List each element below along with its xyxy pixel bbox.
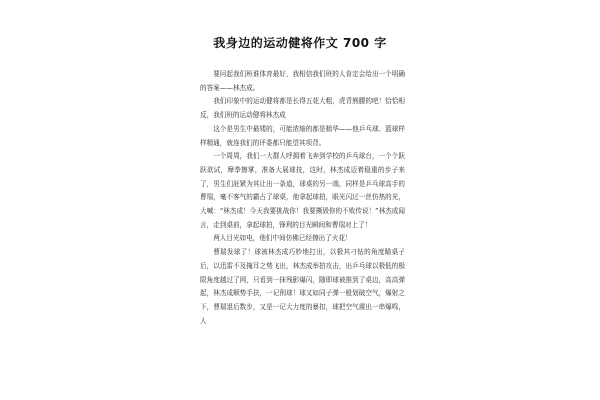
paragraph: 这个是男生中最矮的，可能浓缩的都是精华——他乒乓球、篮球样样精通，就连我们的评委都只能望其项背。 — [200, 124, 405, 147]
essay-body — [200, 68, 405, 328]
paragraph: 我们印象中的运动健将都是长得五花大粗，虎背熊腰的吧！恰恰相反，我们班的运动健将林杰成 — [200, 97, 405, 120]
paragraph: 要问起我们班谁体育最好，我相信我们班的人肯定会给出一个明确的答案——林杰成。 — [200, 70, 405, 92]
paragraph: 一个周周，我们一大群人呼拥着飞奔到学校的乒乓球台，一个个跃跃欲试，摩拳擦掌，准备大展球技，这时，林杰成迈着稳重的步子来了，男生们赶紧为其让出一条道，球桌的另一端，同样是乒乓球高手的曹瑞，毫不客气的霸占了球桌，他拿起球拍，眼光闪过一丝仿热的光，大喊：“林杰成！今天我要挑战你！我要撕毁你的不败传说！”林杰成闻言，走到桌前，拿起球拍，锋利的目光瞬间和曹瑞对上了！ — [200, 152, 405, 229]
paragraph: 两人目光如电，他们中间仿佛已经擦出了火花！ — [213, 234, 352, 243]
paragraph: 曹瑞发球了！球被林杰成巧妙地打出，以极其刁钻的角度瞄桌子后，以迅雷不及掩耳之势飞出，林杰成举拍攻击，出乒乓球以极低的极限角度越过了网，只看到一抹残影爆闪，随即球被推到了桌边，高高弹起，林杰成顺势手扶，一记削球！球又如同子弹一般划破空气，爆射之下，曹瑞退后数步，又是一记大力度的暴扣，球把空气震出一串爆鸣，人 — [200, 248, 405, 325]
page-title: 我身边的运动健将作文 700 字 — [213, 36, 387, 50]
